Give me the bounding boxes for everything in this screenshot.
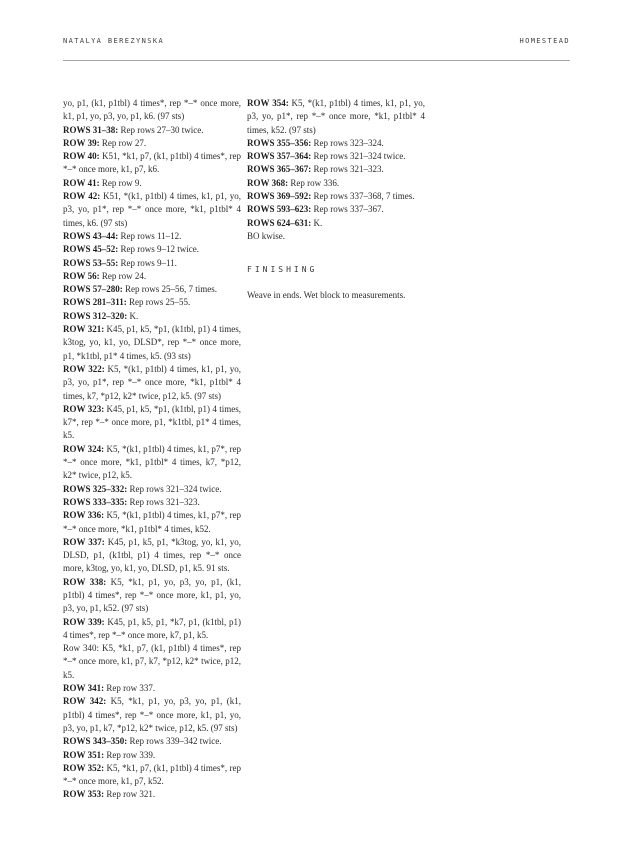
row-label: ROW 336: — [63, 510, 105, 521]
pattern-row: ROWS 333–335: Rep rows 321–323. — [63, 496, 200, 507]
pattern-row: ROWS 31–38: Rep rows 27–30 twice. — [63, 124, 204, 135]
row-label: ROW 321: — [63, 324, 105, 335]
pattern-row: Row 340: K5, *k1, p7, (k1, p1tbl) 4 times*, rep *–* once more, k1, p7, k7, *p12, k2* twice, p12, k5. — [63, 643, 241, 680]
row-label: ROW 339: — [63, 616, 105, 627]
pattern-row: ROW 56: Rep row 24. — [63, 270, 147, 281]
pattern-row: ROWS 312–320: K. — [63, 310, 139, 321]
pattern-row: ROWS 53–55: Rep rows 9–11. — [63, 257, 177, 268]
right-rows — [247, 97, 425, 243]
pattern-row: ROW 342: K5, *k1, p1, yo, p3, yo, p1, (k1, p1tbl) 4 times*, rep *–* once more, k1, p1, yo, p3, yo, p1, k7, *p12, k2* twice, p12, k5. (97 sts) — [63, 696, 241, 733]
header-rule — [63, 60, 570, 61]
masthead — [63, 37, 570, 45]
row-label: ROW 353: — [63, 789, 105, 800]
pattern-row: ROWS 343–350: Rep rows 339–342 twice. — [63, 736, 222, 747]
pattern-row: ROWS 355–356: Rep rows 323–324. — [247, 137, 384, 148]
row-label: ROW 323: — [63, 403, 105, 414]
pattern-row: ROW 368: Rep row 336. — [247, 177, 340, 188]
row-label: ROW 354: — [247, 98, 289, 108]
row-label: ROWS 281–311: — [63, 297, 127, 308]
row-label: ROW 42: — [63, 191, 101, 202]
row-label: ROWS 333–335: — [63, 496, 128, 507]
row-label: ROW 342: — [63, 696, 107, 707]
left-rows — [63, 97, 241, 802]
row-label: ROWS 355–356: — [247, 137, 312, 148]
pattern-row: ROW 321: K45, p1, k5, *p1, (k1tbl, p1) 4 times, k3tog, yo, k1, yo, DLSD*, rep *–* once more, p1, *k1tbl, p1* 4 times, k5. (93 sts) — [63, 324, 241, 361]
pattern-row: BO kwise. — [247, 230, 285, 241]
row-label: ROW 351: — [63, 749, 105, 760]
finishing-heading: FINISHING — [247, 265, 318, 275]
pattern-row: ROW 323: K45, p1, k5, *p1, (k1tbl, p1) 4 times, k7*, rep *–* once more, p1, *k1tbl, p1* 4 times, k5. — [63, 403, 241, 441]
pattern-row: ROW 337: K45, p1, k5, p1, *k3tog, yo, k1, yo, DLSD, p1, (k1tbl, p1) 4 times, rep *–* once more, k3tog, yo, k1, yo, DLSD, p1, k5. 91 sts. — [63, 536, 241, 574]
row-label: ROWS 357–364: — [247, 151, 312, 162]
pattern-row: ROWS 365–367: Rep rows 321–323. — [247, 164, 384, 175]
row-label: ROW 352: — [63, 762, 105, 773]
left-column — [63, 97, 241, 802]
header-author: NATALYA BEREZYNSKA — [63, 37, 165, 45]
row-label: ROW 56: — [63, 270, 100, 281]
pattern-row: ROWS 45–52: Rep rows 9–12 twice. — [63, 244, 200, 255]
pattern-row: yo, p1, (k1, p1tbl) 4 times*, rep *–* once more, k1, p1, yo, p3, yo, p1, k6. (97 sts) — [63, 98, 241, 122]
row-label: ROW 324: — [63, 443, 105, 454]
pattern-row: ROWS 624–631: K. — [247, 217, 323, 228]
pattern-row: ROW 39: Rep row 27. — [63, 137, 147, 148]
pattern-row: ROW 42: K51, *(k1, p1tbl) 4 times, k1, p1, yo, p3, yo, p1*, rep *–* once more, *k1, p1tbl* 4 times, k6. (97 sts) — [63, 191, 241, 228]
pattern-row: ROW 322: K5, *(k1, p1tbl) 4 times, k1, p1, yo, p3, yo, p1*, rep *–* once more, *k1, p1tbl* 4 times, k7, *p12, k2* twice, p12, k5. (97 sts) — [63, 363, 241, 401]
right-column — [247, 97, 425, 802]
pattern-row: ROW 354: K5, *(k1, p1tbl) 4 times, k1, p1, yo, p3, yo, p1*, rep *–* once more, *k1, p1tbl* 4 times, k52. (97 sts) — [247, 98, 425, 135]
pattern-row: ROW 41: Rep row 9. — [63, 177, 142, 188]
pattern-row: ROW 353: Rep row 321. — [63, 789, 156, 800]
pattern-row: ROWS 43–44: Rep rows 11–12. — [63, 230, 182, 241]
row-label: ROWS 343–350: — [63, 736, 128, 747]
row-label: ROW 40: — [63, 151, 100, 162]
row-label: ROWS 325–332: — [63, 483, 128, 494]
row-label: ROWS 312–320: — [63, 310, 128, 321]
pattern-row: ROW 336: K5, *(k1, p1tbl) 4 times, k1, p7*, rep *–* once more, *k1, p1tbl* 4 times, k52. — [63, 510, 241, 534]
row-label: ROW 368: — [247, 177, 289, 188]
row-label: ROWS 369–592: — [247, 191, 312, 202]
pattern-row: ROW 341: Rep row 337. — [63, 683, 156, 694]
row-label: ROW 337: — [63, 536, 105, 547]
pattern-row: ROWS 369–592: Rep rows 337–368, 7 times. — [247, 191, 415, 202]
row-label: ROWS 365–367: — [247, 164, 312, 175]
row-label: ROWS 31–38: — [63, 124, 119, 135]
row-label: ROWS 53–55: — [63, 257, 119, 268]
header-title: HOMESTEAD — [519, 37, 570, 45]
pattern-row: ROW 338: K5, *k1, p1, yo, p3, yo, p1, (k1, p1tbl) 4 times*, rep *–* once more, k1, p1, yo, p3, yo, p1, k52. (97 sts) — [63, 576, 241, 614]
pattern-columns — [63, 97, 570, 802]
row-label: Row 340: — [63, 643, 99, 654]
row-label: ROW 338: — [63, 576, 107, 587]
pattern-row: ROW 352: K5, *k1, p7, (k1, p1tbl) 4 times*, rep *–* once more, k1, p7, k52. — [63, 762, 241, 787]
row-label: ROW 322: — [63, 363, 105, 374]
pattern-row: ROWS 325–332: Rep rows 321–324 twice. — [63, 483, 222, 494]
pattern-row: ROWS 57–280: Rep rows 25–56, 7 times. — [63, 284, 218, 295]
pattern-row: ROWS 593–623: Rep rows 337–367. — [247, 204, 384, 215]
pattern-row: ROW 339: K45, p1, k5, p1, *k7, p1, (k1tbl, p1) 4 times*, rep *–* once more, k7, p1, k5. — [63, 616, 242, 640]
row-label: ROWS 45–52: — [63, 244, 119, 255]
finishing-body: Weave in ends. Wet block to measurements. — [247, 290, 406, 301]
pattern-row: ROWS 357–364: Rep rows 321–324 twice. — [247, 151, 406, 162]
pattern-row: ROW 324: K5, *(k1, p1tbl) 4 times, k1, p7*, rep *–* once more, *k1, p1tbl* 4 times, k7, *p12, k2* twice, p12, k5. — [63, 443, 241, 481]
row-label: ROW 39: — [63, 137, 100, 148]
row-label: ROW 41: — [63, 177, 100, 188]
row-label: ROWS 593–623: — [247, 204, 312, 215]
row-label: ROW 341: — [63, 683, 105, 694]
pattern-row: ROWS 281–311: Rep rows 25–55. — [63, 297, 191, 308]
pattern-row: ROW 40: K51, *k1, p7, (k1, p1tbl) 4 times*, rep *–* once more, k1, p7, k6. — [63, 151, 241, 175]
row-label: ROWS 624–631: — [247, 217, 312, 228]
row-label: ROWS 43–44: — [63, 230, 119, 241]
row-label: ROWS 57–280: — [63, 284, 123, 295]
pattern-row: ROW 351: Rep row 339. — [63, 749, 156, 760]
